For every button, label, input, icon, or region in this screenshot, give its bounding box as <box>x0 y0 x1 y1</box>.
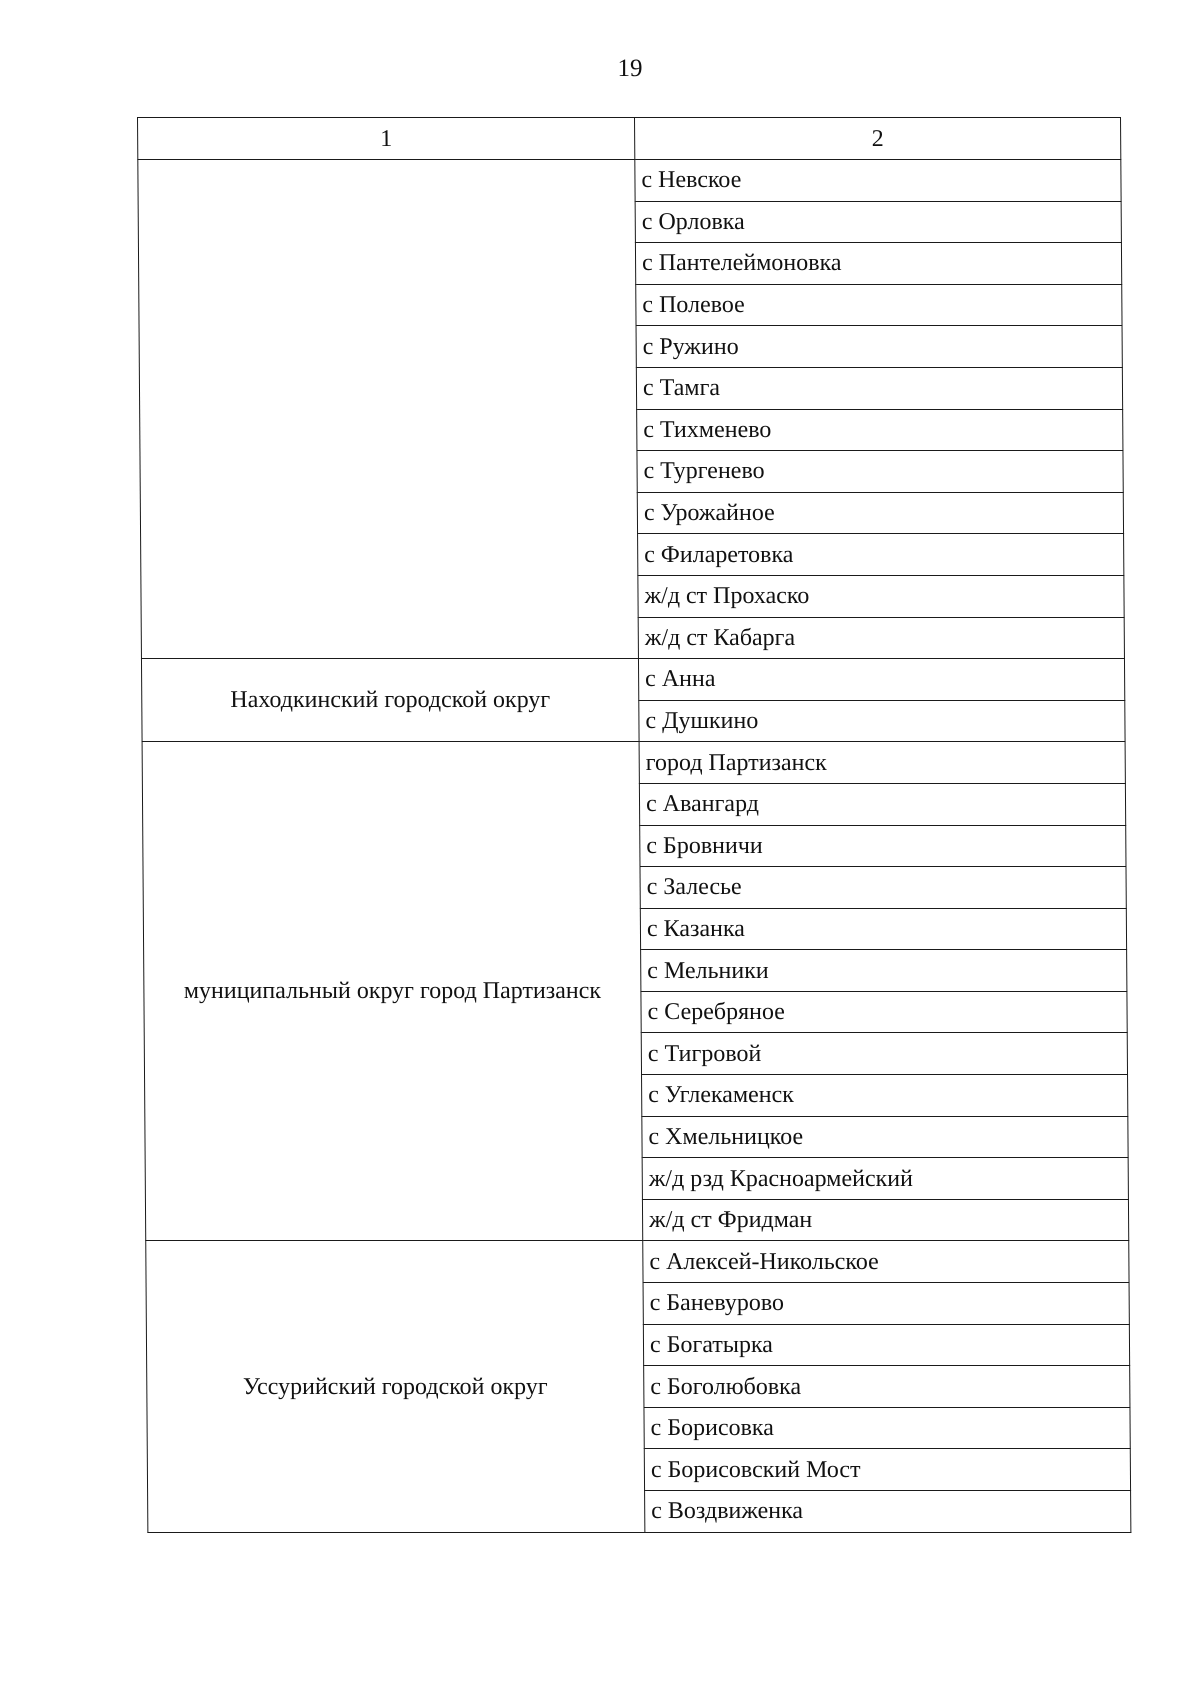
table-row <box>142 742 1125 784</box>
district-cell: муниципальный округ город Партизанск <box>142 742 643 1241</box>
table-row <box>141 659 1124 701</box>
settlement-cell: с Мельники <box>641 950 1127 992</box>
settlement-cell: с Душкино <box>639 700 1125 742</box>
district-cell: Находкинский городской округ <box>141 659 639 742</box>
settlement-cell: с Орловка <box>635 201 1121 243</box>
settlement-cell: ж/д рзд Красноармейский <box>642 1158 1128 1200</box>
settlement-cell: с Тигровой <box>641 1033 1127 1075</box>
settlement-cell: с Казанка <box>640 908 1126 950</box>
settlements-table <box>137 117 1131 1533</box>
table-header-row <box>138 118 1121 160</box>
settlement-cell: с Алексей-Никольское <box>643 1241 1129 1283</box>
settlement-cell: с Воздвиженка <box>645 1491 1131 1533</box>
settlement-cell: с Серебряное <box>641 991 1127 1033</box>
settlement-cell: ж/д ст Прохаско <box>638 575 1124 617</box>
page-number: 19 <box>617 55 643 82</box>
settlement-cell: город Партизанск <box>639 742 1125 784</box>
settlement-cell: с Залесье <box>640 867 1126 909</box>
settlement-cell: с Пантелеймоновка <box>635 243 1121 285</box>
settlement-cell: с Урожайное <box>637 492 1123 534</box>
settlement-cell: с Полевое <box>636 284 1122 326</box>
settlement-cell: с Боголюбовка <box>644 1366 1130 1408</box>
column-header-2: 2 <box>635 118 1121 160</box>
settlement-cell: с Тамга <box>636 367 1122 409</box>
settlement-cell: с Авангард <box>639 783 1125 825</box>
district-cell <box>138 160 639 659</box>
settlement-cell: с Невское <box>635 160 1121 202</box>
column-header-1: 1 <box>138 118 635 160</box>
table-row <box>146 1241 1129 1283</box>
settlement-cell: с Борисовка <box>644 1407 1130 1449</box>
table-row <box>138 160 1121 202</box>
settlement-cell: ж/д ст Фридман <box>642 1199 1128 1241</box>
district-cell: Уссурийский городской округ <box>146 1241 645 1532</box>
settlement-cell: с Тихменево <box>637 409 1123 451</box>
settlement-cell: с Богатырка <box>643 1324 1129 1366</box>
settlement-cell: с Филаретовка <box>638 534 1124 576</box>
settlement-cell: с Тургенево <box>637 451 1123 493</box>
settlement-cell: с Ружино <box>636 326 1122 368</box>
table-body <box>138 160 1131 1533</box>
settlement-cell: с Борисовский Мост <box>644 1449 1130 1491</box>
settlement-cell: с Бровничи <box>640 825 1126 867</box>
settlement-cell: с Баневурово <box>643 1283 1129 1325</box>
settlement-cell: с Углекаменск <box>642 1075 1128 1117</box>
settlement-cell: с Хмельницкое <box>642 1116 1128 1158</box>
settlement-cell: с Анна <box>638 659 1124 701</box>
settlement-cell: ж/д ст Кабарга <box>638 617 1124 659</box>
